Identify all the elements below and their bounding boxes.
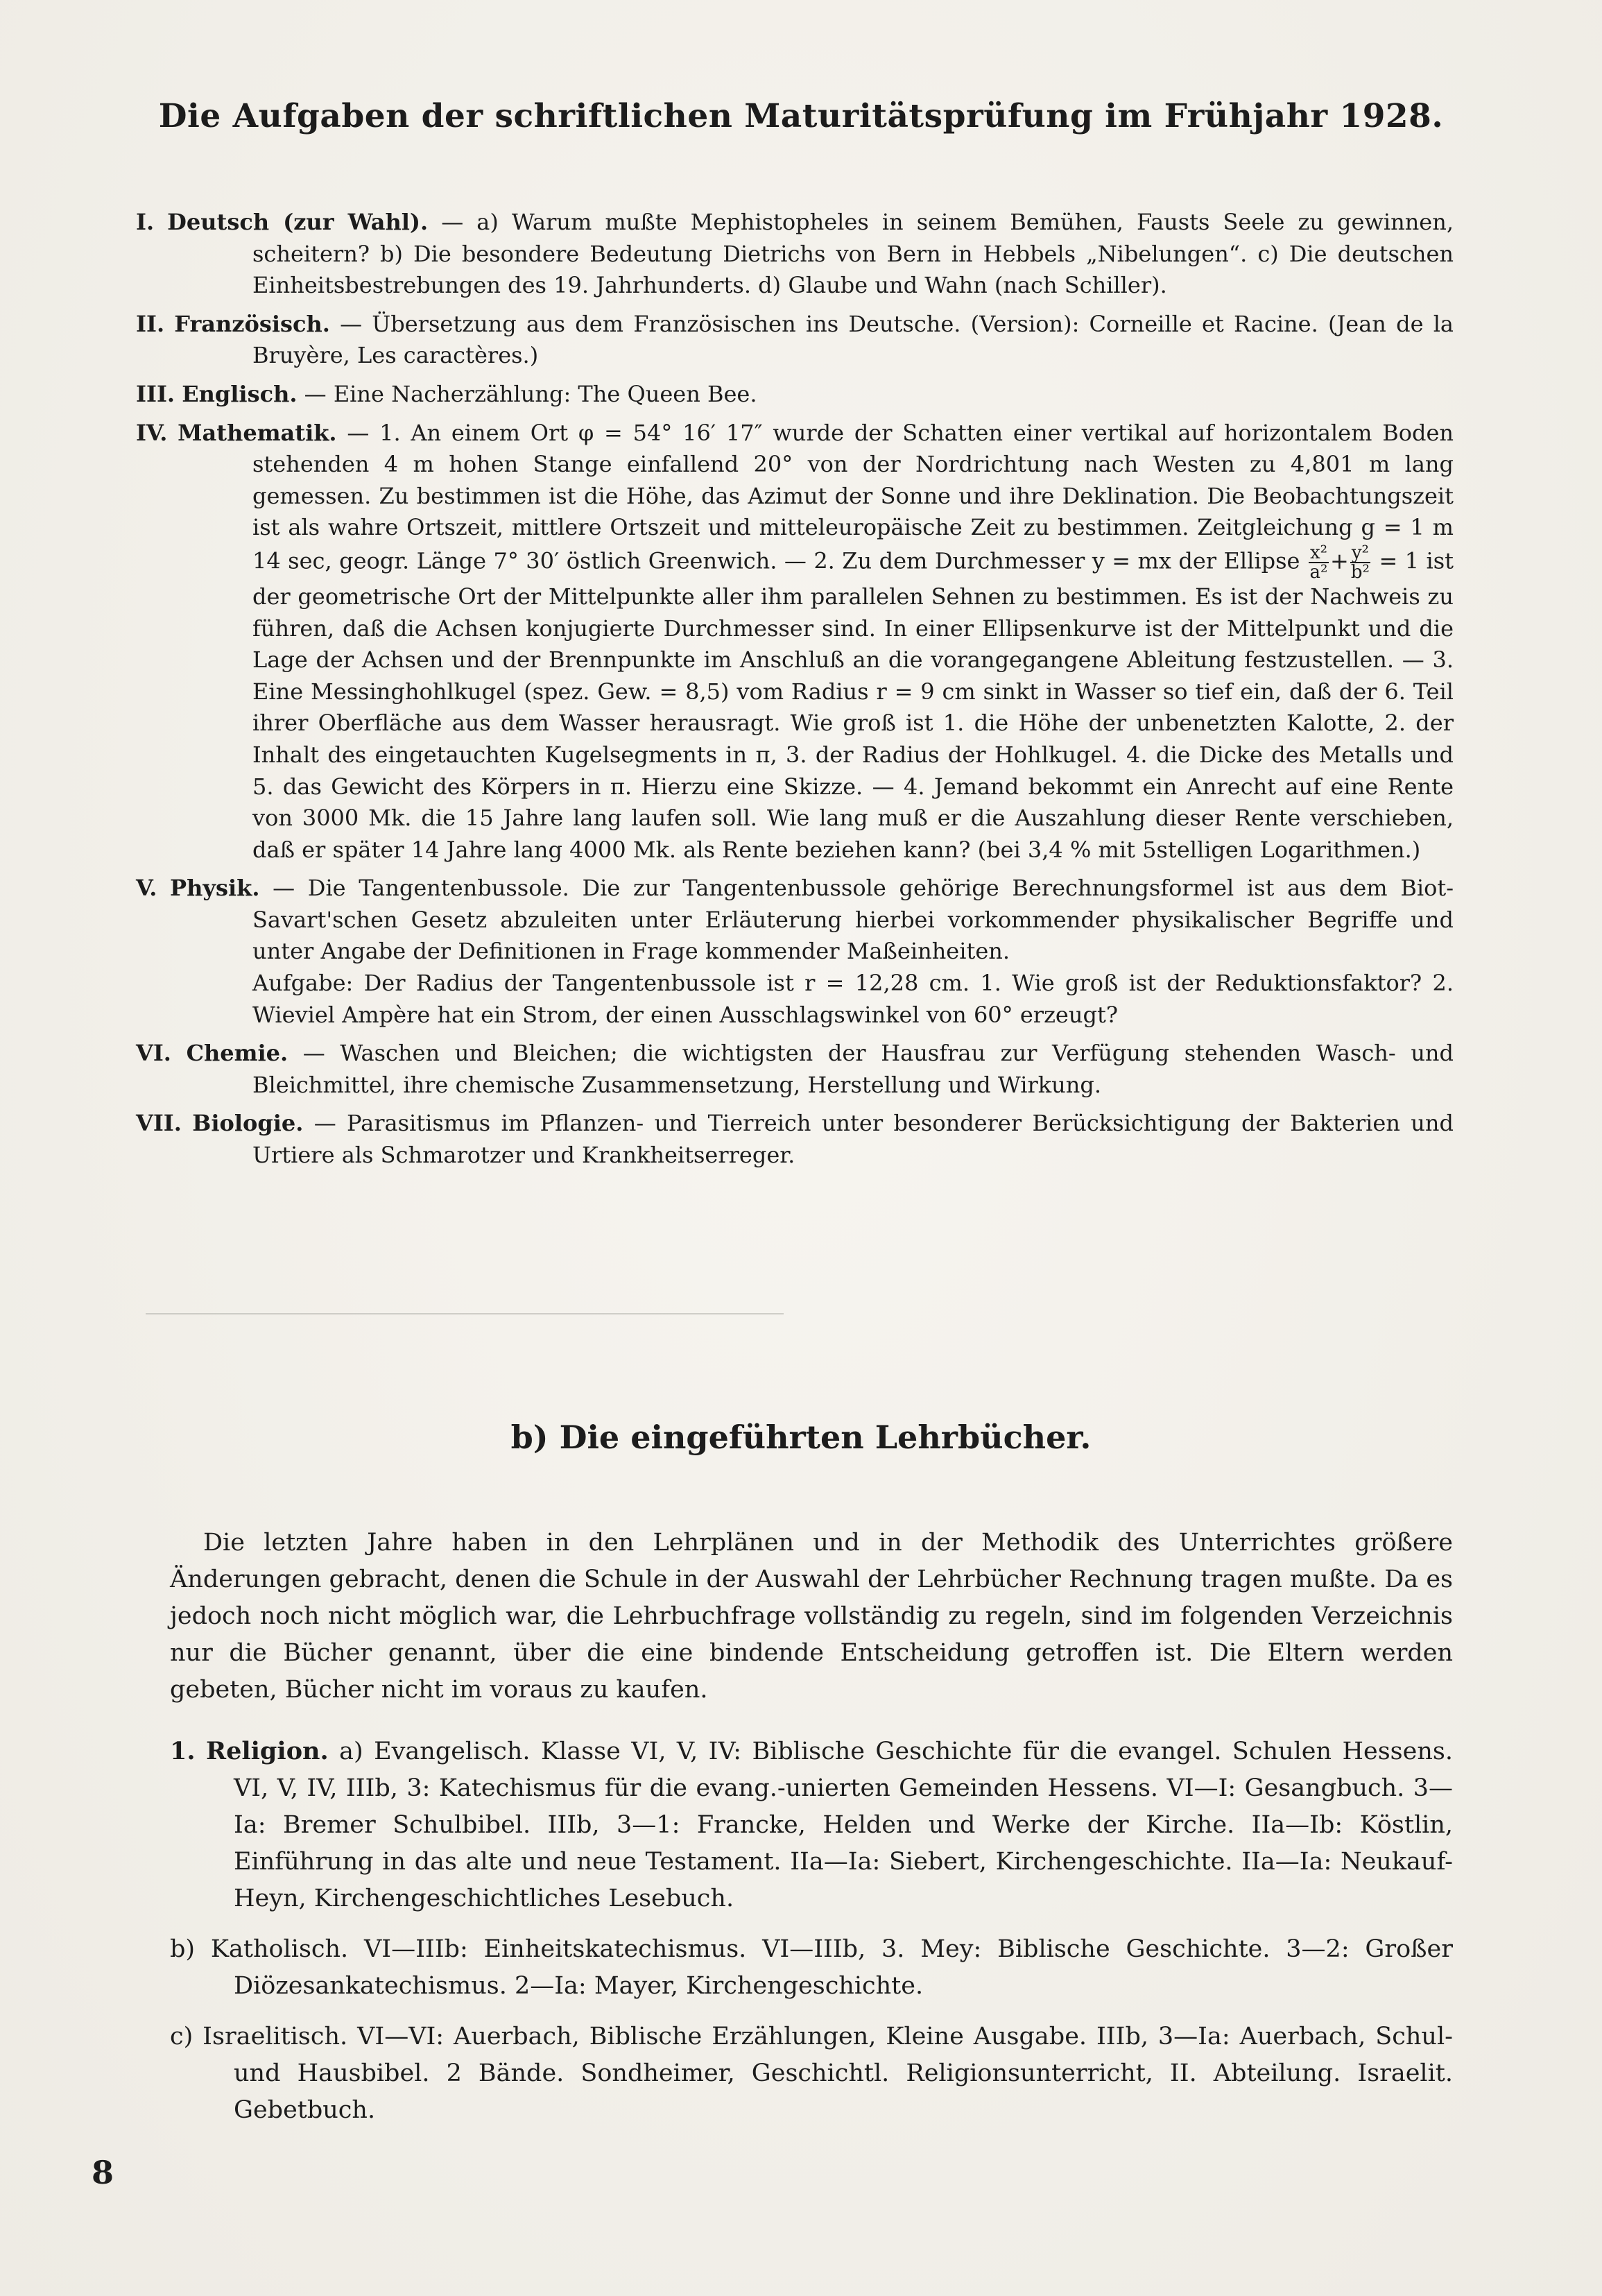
- fraction-denominator: b²: [1350, 561, 1370, 583]
- exam-subjects: [136, 207, 1454, 1179]
- entry-text: a) Evangelisch. Klasse VI, V, IV: Biblische Geschichte für die evangel. Schulen Hessens. VI, V, IV, IIIb, 3: Katechismus für die evang.-unierten Gemeinden Hessens. VI—I: Gesangbuch. 3—Ia: Bremer Schulbibel. IIIb, 3—1: Francke, Helden und Werke der Kirche. IIa—Ib: Köstlin, Einführung in das alte und neue Testament. IIa—Ia: Siebert, Kirchengeschichte. IIa—Ia: Neukauf-Heyn, Kirchengeschichtliches Lesebuch.: [234, 1738, 1453, 1912]
- entry-subject: Religion.: [205, 1737, 329, 1765]
- religion-evangelisch: [170, 1733, 1453, 1917]
- subject-text: — Übersetzung aus dem Französischen ins Deutsche. (Version): Corneille et Racine. (Jean de la Bruyère, Les caractères.): [252, 310, 1454, 369]
- entry-text: c) Israelitisch. VI—VI: Auerbach, Biblische Erzählungen, Kleine Ausgabe. IIIb, 3—Ia: Auerbach, Schul- und Hausbibel. 2 Bände. Sondheimer, Geschichtl. Religionsunterricht, II. Abteilung. Israelit. Gebetbuch.: [170, 2023, 1453, 2124]
- subject-text: — Eine Nacherzählung: The Queen Bee.: [304, 380, 757, 407]
- religion-israelitisch: [170, 2019, 1453, 2129]
- entry-text: b) Katholisch. VI—IIIb: Einheitskatechismus. VI—IIIb, 3. Mey: Biblische Geschichte. 3—2: Großer Diözesankatechismus. 2—Ia: Mayer, Kirchengeschichte.: [170, 1935, 1453, 2000]
- subject-text: — a) Warum mußte Mephistopheles in seinem Bemühen, Fausts Seele zu gewinnen, scheitern? b) Die besondere Bedeutung Dietrichs von Bern in Hebbels „Nibelungen“. c) Die deutschen Einheitsbestrebungen des 19. Jahrhunderts. d) Glaube und Wahn (nach Schiller).: [252, 209, 1454, 299]
- subject-name: Physik.: [170, 875, 260, 902]
- bleed-through-rule: [146, 1313, 784, 1314]
- textbooks-intro: Die letzten Jahre haben in den Lehrplänen und in der Methodik des Unterrichtes größere Änderungen gebracht, denen die Schule in der Auswahl der Lehrbücher Rechnung tragen mußte. Da es jedoch noch nicht möglich war, die Lehrbuchfrage vollständig zu regeln, sind im folgenden Verzeichnis nur die Bücher genannt, über die eine bindende Entscheidung getroffen ist. Die Eltern werden gebeten, Bücher nicht im voraus zu kaufen.: [170, 1529, 1453, 1704]
- textbooks-list: [170, 1733, 1453, 2143]
- subject-mathematik: [136, 418, 1454, 866]
- subject-text: — Waschen und Bleichen; die wichtigsten der Hausfrau zur Verfügung stehenden Wasch- und Bleichmittel, ihre chemische Zusammensetzung, Herstellung und Wirkung.: [252, 1040, 1454, 1098]
- subject-number: VII.: [136, 1110, 182, 1137]
- ellipse-fraction-y: [1350, 544, 1370, 581]
- plus-sign: +: [1330, 547, 1349, 574]
- subject-name: Mathematik.: [178, 419, 337, 446]
- subject-name: Biologie.: [192, 1110, 304, 1137]
- section-b-title: b) Die eingeführten Lehrbücher.: [510, 1419, 1092, 1456]
- subject-name: Englisch.: [182, 380, 298, 407]
- entry-number: 1.: [170, 1737, 196, 1765]
- ellipse-fraction-x: [1309, 544, 1329, 581]
- subject-biologie: [136, 1108, 1454, 1171]
- subject-englisch: [136, 379, 1454, 411]
- fraction-denominator: a²: [1309, 561, 1328, 583]
- subject-name: Chemie.: [186, 1040, 288, 1067]
- page-number: 8: [92, 2154, 114, 2191]
- subject-text-continued: = 1 ist der geometrische Ort der Mittelpunkte aller ihm parallelen Sehnen zu bestimmen. Es ist der Nachweis zu führen, daß die Achsen konjugierte Durchmesser sind. In einer Ellipsenkurve ist der Mittelpunkt und die Lage der Achsen und der Brennpunkte im Anschluß an die vorangegangene Ableitung festzustellen. — 3. Eine Messinghohlkugel (spez. Gew. = 8,5) vom Radius r = 9 cm sinkt in Wasser so tief ein, daß der 6. Teil ihrer Oberfläche aus dem Wasser herausragt. Wie groß ist 1. die Höhe der unbenetzten Kalotte, 2. der Inhalt des eingetauchten Kugelsegments in π, 3. der Radius der Hohlkugel. 4. die Dicke des Metalls und 5. das Gewicht des Körpers in π. Hierzu eine Skizze. — 4. Jemand bekommt ein Anrecht auf eine Rente von 3000 Mk. die 15 Jahre lang laufen soll. Wie lang muß er die Auszahlung dieser Rente verschieben, daß er später 14 Jahre lang 4000 Mk. als Rente beziehen kann? (bei 3,4 % mit 5stelligen Logarithmen.): [252, 547, 1454, 863]
- subject-name: Französisch.: [174, 310, 330, 337]
- fraction-numerator: y²: [1351, 542, 1369, 563]
- subject-number: II.: [136, 310, 165, 337]
- subject-text: — Die Tangentenbussole. Die zur Tangentenbussole gehörige Berechnungsformel ist aus dem Biot-Savart'schen Gesetz abzuleiten unter Erläuterung hierbei vorkommender physikalischer Begriffe und unter Angabe der Definitionen in Frage kommender Maßeinheiten.: [252, 875, 1454, 965]
- page-title: Die Aufgaben der schriftlichen Maturitätsprüfung im Frühjahr 1928.: [158, 97, 1444, 135]
- subject-number: IV.: [136, 419, 168, 446]
- religion-katholisch: [170, 1931, 1453, 2005]
- fraction-numerator: x²: [1309, 542, 1328, 563]
- subject-franzoesisch: [136, 309, 1454, 372]
- subject-number: I.: [136, 209, 155, 235]
- subject-chemie: [136, 1038, 1454, 1101]
- subject-text: — Parasitismus im Pflanzen- und Tierreich unter besonderer Berücksichtigung der Bakterien und Urtiere als Schmarotzer und Krankheitserreger.: [252, 1110, 1454, 1169]
- subject-text: — 1. An einem Ort φ = 54° 16′ 17″ wurde der Schatten einer vertikal auf horizontalem Boden stehenden 4 m hohen Stange einfallend 20° von der Nordrichtung nach Westen zu 4,801 m lang gemessen. Zu bestimmen ist die Höhe, das Azimut der Sonne und ihre Deklination. Die Beobachtungszeit ist als wahre Ortszeit, mittlere Ortszeit und mitteleuropäische Zeit zu bestimmen. Zeitgleichung g = 1 m 14 sec, geogr. Länge 7° 30′ östlich Greenwich. — 2. Zu dem Durchmesser y = mx der Ellipse: [252, 419, 1454, 574]
- subject-physik: [136, 873, 1454, 1031]
- subject-number: III.: [136, 380, 175, 407]
- subject-number: VI.: [136, 1040, 171, 1067]
- subject-number: V.: [136, 875, 157, 902]
- subject-name: Deutsch (zur Wahl).: [167, 209, 429, 235]
- physics-task: Aufgabe: Der Radius der Tangentenbussole ist r = 12,28 cm. 1. Wie groß ist der Reduktionsfaktor? 2. Wieviel Ampère hat ein Strom, der einen Ausschlagswinkel von 60° erzeugt?: [252, 970, 1454, 1028]
- subject-deutsch: [136, 207, 1454, 302]
